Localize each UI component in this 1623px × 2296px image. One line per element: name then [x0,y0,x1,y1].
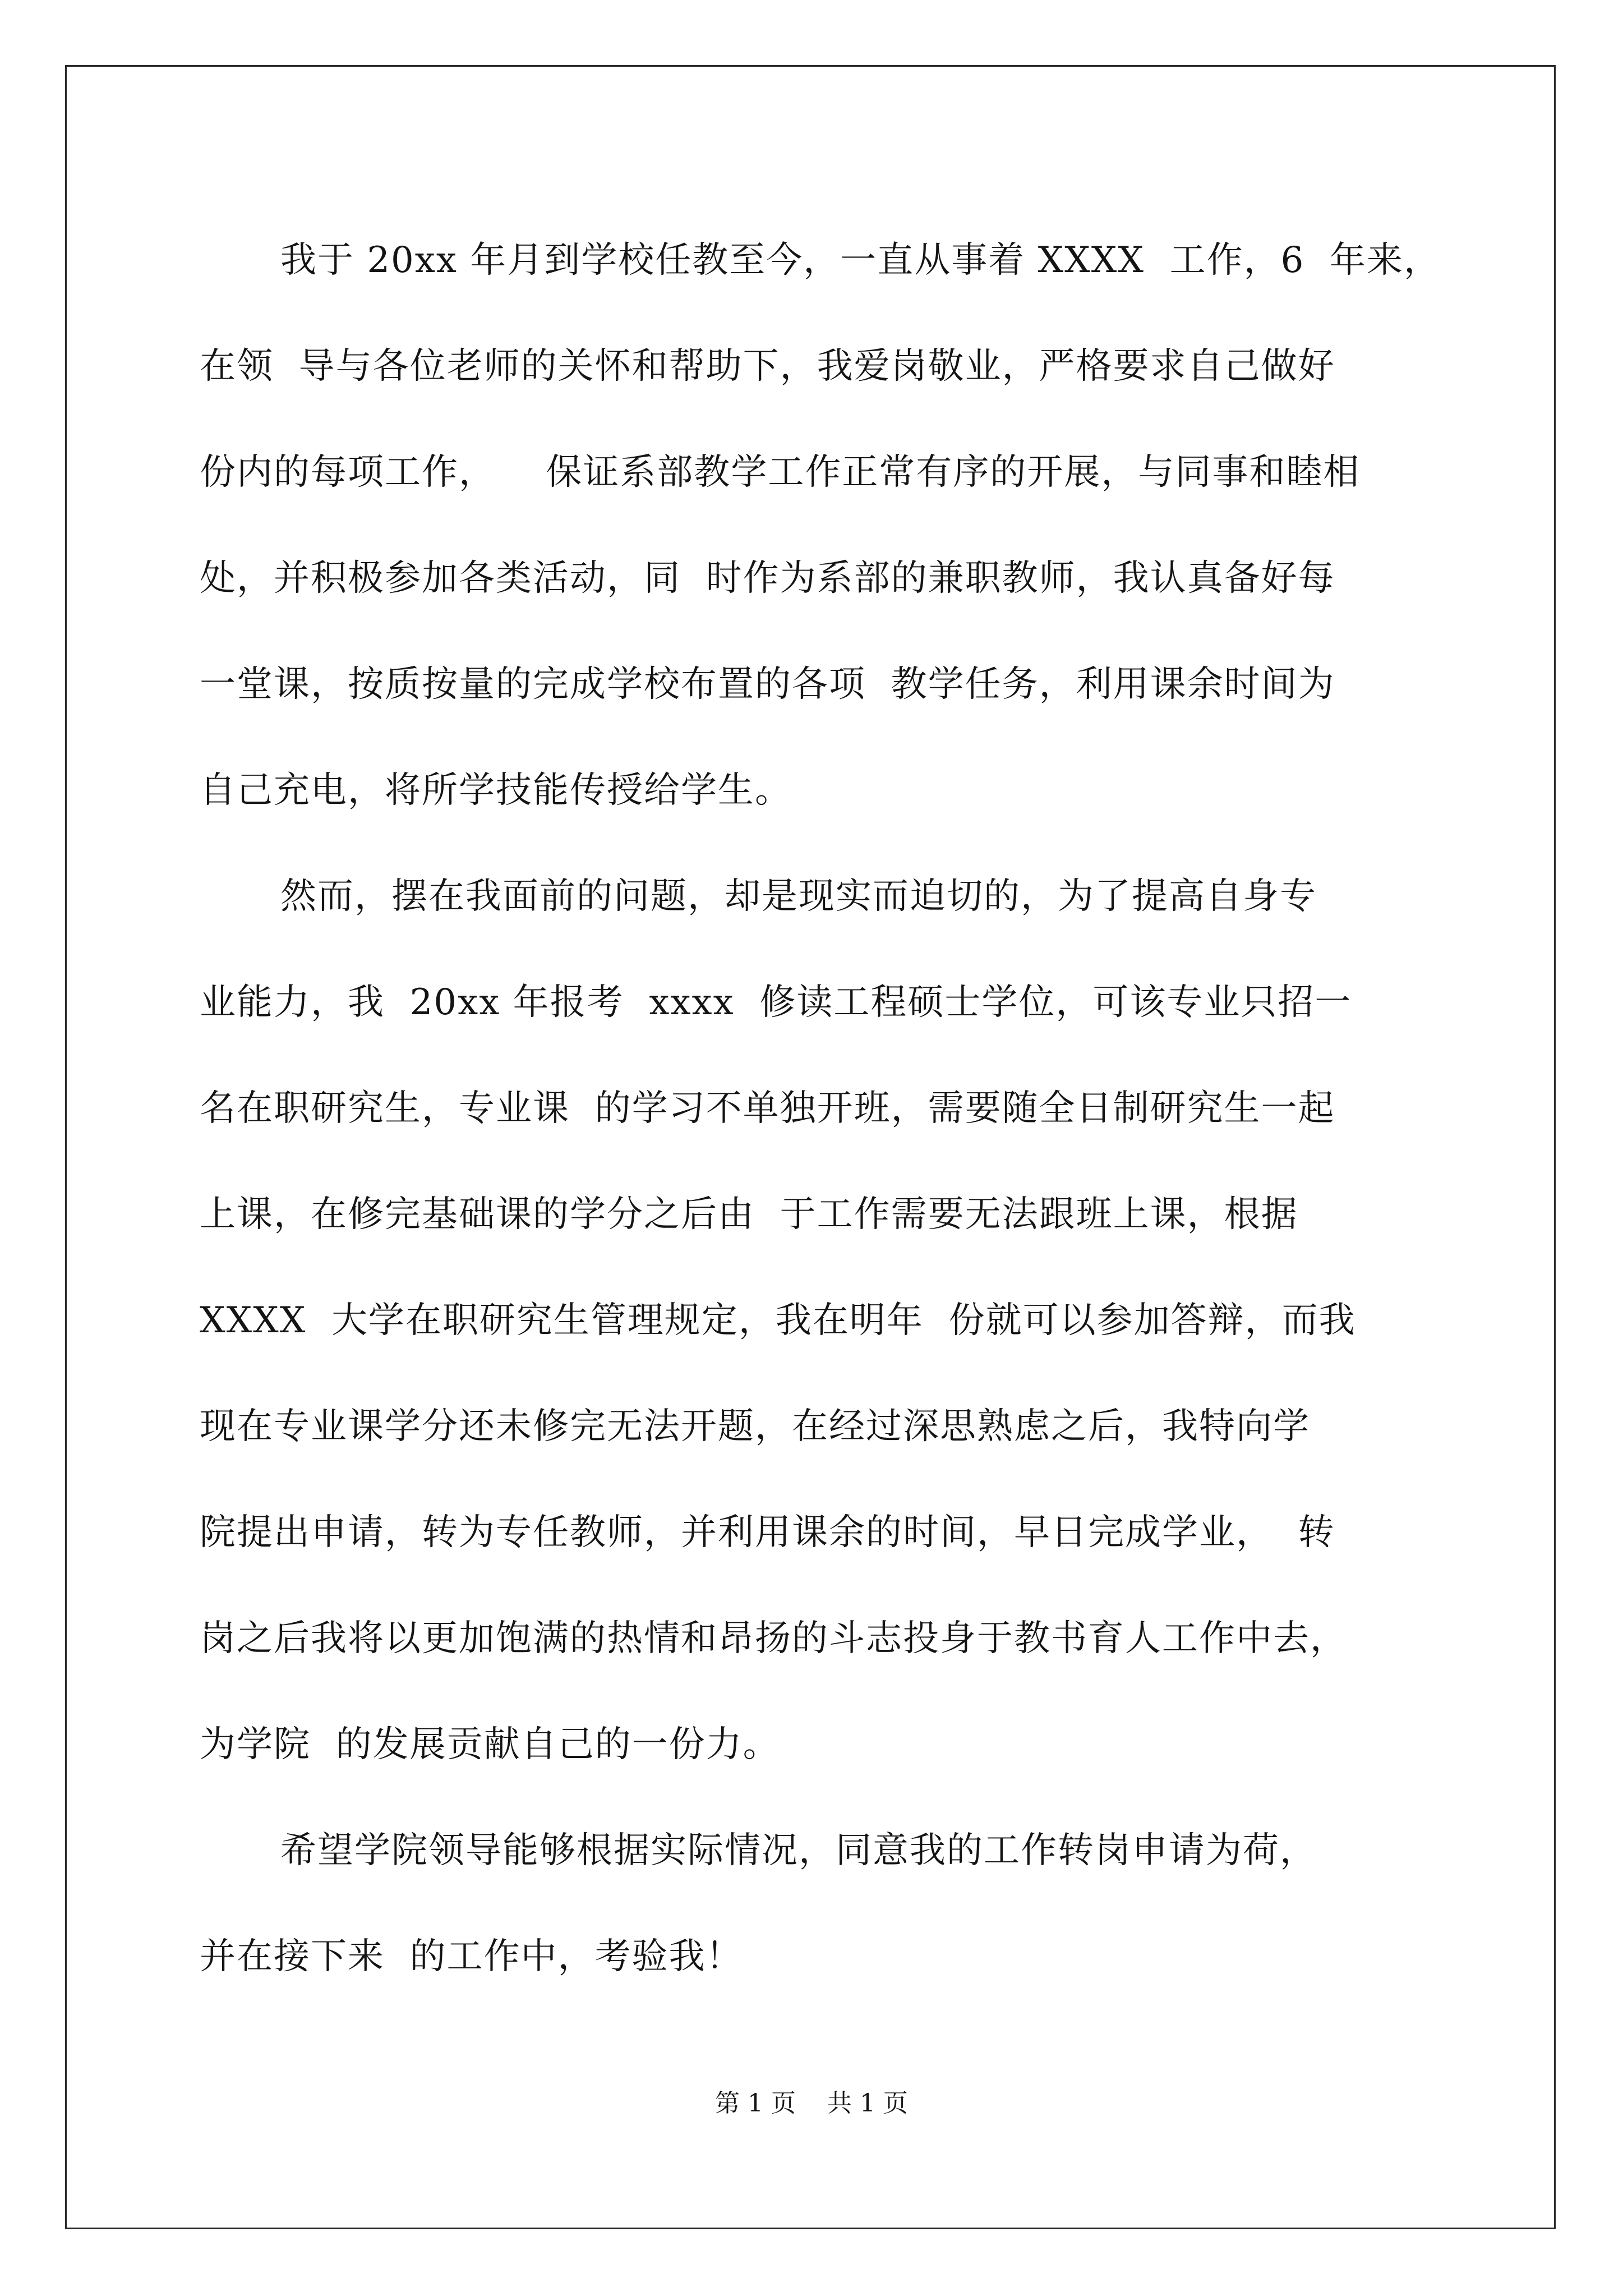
paragraph-2-line-1: 然而，摆在我面前的问题，却是现实而迫切的，为了提高自身专 [280,876,1317,917]
paragraph-2-line-6: 现在专业课学分还未修完无法开题，在经过深思熟虑之后，我特向学 [200,1406,1310,1447]
paragraph-2-line-8: 岗之后我将以更加饱满的热情和昂扬的斗志投身于教书育人工作中去， [200,1618,1347,1659]
paragraph-1-line-6: 自己充电，将所学技能传授给学生。 [200,770,792,811]
paragraph-2-line-5: XXXX 大学在职研究生管理规定，我在明年 份就可以参加答辩，而我 [200,1300,1356,1341]
paragraph-3-line-1: 希望学院领导能够根据实际情况，同意我的工作转岗申请为荷， [280,1830,1317,1871]
paragraph-1-line-3: 份内的每项工作， 保证系部教学工作正常有序的开展，与同事和睦相 [200,452,1361,493]
page-number-footer: 第 1 页 共 1 页 [715,2089,908,2118]
paragraph-2-line-4: 上课，在修完基础课的学分之后由 于工作需要无法跟班上课，根据 [200,1194,1298,1235]
paragraph-1-line-2: 在领 导与各位老师的关怀和帮助下，我爱岗敬业，严格要求自己做好 [200,346,1335,387]
paragraph-2-line-2: 业能力，我 20xx 年报考 xxxx 修读工程硕士学位，可该专业只招一 [200,982,1352,1023]
paragraph-1-line-5: 一堂课，按质按量的完成学校布置的各项 教学任务，利用课余时间为 [200,664,1335,705]
page-border [65,65,1556,2229]
paragraph-1-line-1: 我于 20xx 年月到学校任教至今，一直从事着 XXXX 工作，6 年来， [280,240,1441,281]
paragraph-2-line-3: 名在职研究生，专业课 的学习不单独开班，需要随全日制研究生一起 [200,1088,1335,1129]
paragraph-2-line-7: 院提出申请，转为专任教师，并利用课余的时间，早日完成学业， 转 [200,1512,1335,1553]
paragraph-1-line-4: 处，并积极参加各类活动，同 时作为系部的兼职教师，我认真备好每 [200,558,1335,599]
paragraph-2-line-9: 为学院 的发展贡献自己的一份力。 [200,1724,780,1765]
paragraph-3-line-2: 并在接下来 的工作中，考验我！ [200,1936,743,1977]
